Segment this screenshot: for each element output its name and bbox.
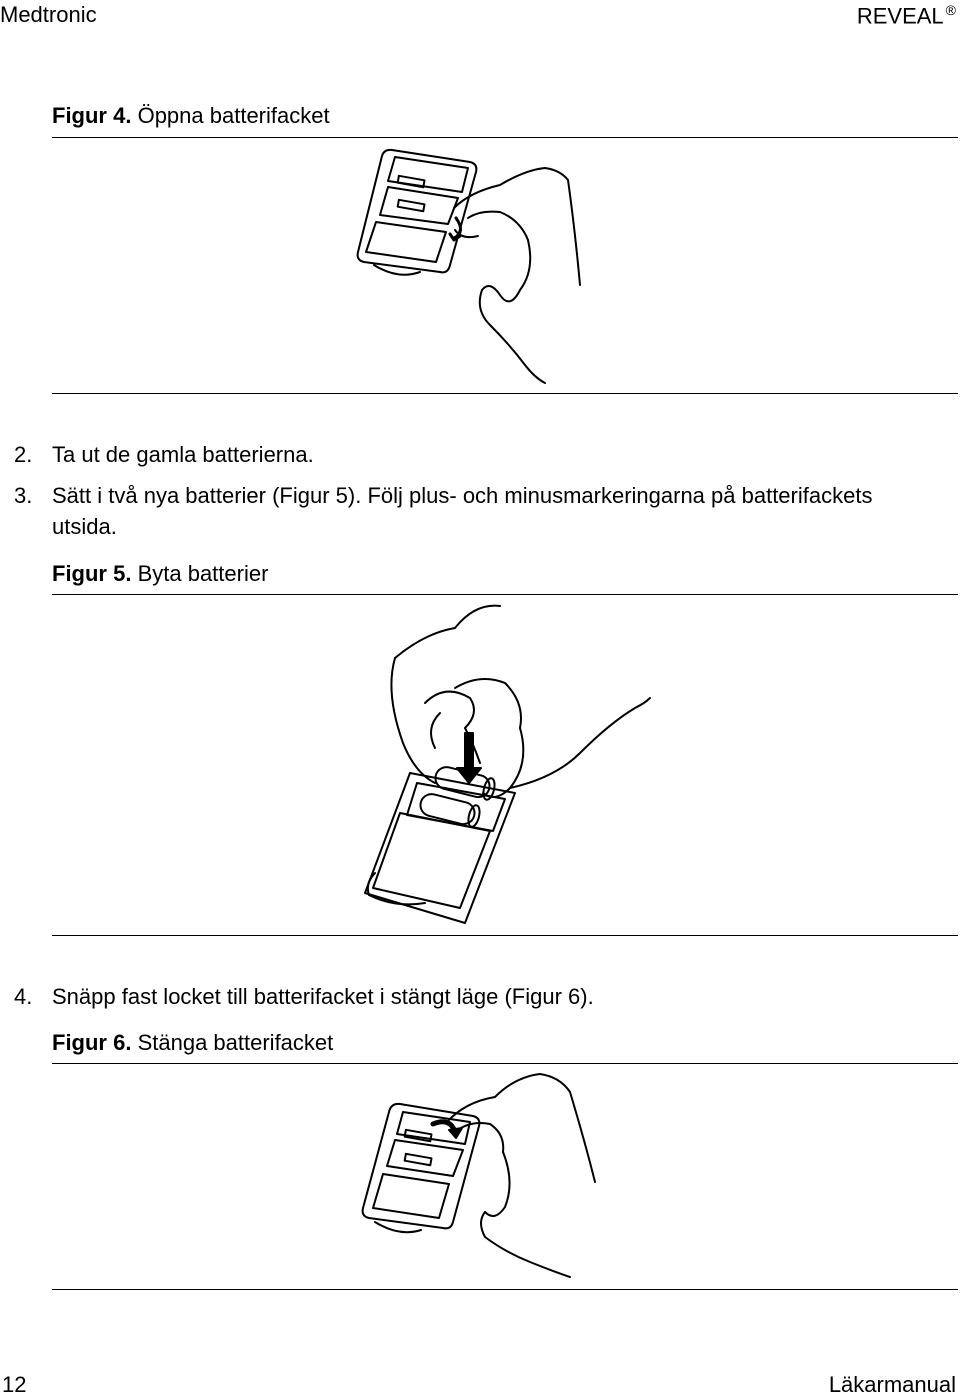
figure6-label: Figur 6. (52, 1030, 132, 1055)
figure5-top-rule (52, 594, 958, 595)
hand-illustration (391, 606, 650, 797)
figure4-bottom-rule (52, 393, 958, 394)
remote-device-illustration (358, 150, 477, 275)
registered-mark: ® (945, 2, 956, 18)
step-4 (14, 984, 594, 1010)
figure6-bottom-rule (52, 1289, 958, 1290)
figure5-label: Figur 5. (52, 561, 132, 586)
figure4-caption (52, 103, 330, 129)
footer-doc-title: Läkarmanual (828, 1372, 956, 1397)
figure4-label: Figur 4. (52, 103, 132, 128)
step-3-continuation: utsida. (52, 514, 117, 539)
rotation-arrow-icon (433, 1122, 462, 1138)
remote-device-illustration (363, 1104, 480, 1232)
figure6-title: Stänga batterifacket (137, 1030, 334, 1055)
figure5-bottom-rule (52, 935, 958, 936)
header-brand: Medtronic (0, 2, 97, 27)
step-3-text: Sätt i två nya batterier (Figur 5). Följ plus- och minusmarkeringarna på batterifackets (52, 483, 873, 508)
figure4-illustration (350, 140, 580, 385)
step-2 (14, 442, 314, 468)
hand-illustration (454, 168, 580, 383)
figure5-illustration (355, 603, 655, 928)
figure6-top-rule (52, 1063, 958, 1064)
step-4-number: 4. (14, 984, 33, 1009)
figure5-title: Byta batterier (137, 561, 269, 586)
header-product-name: REVEAL (856, 3, 944, 29)
step-2-number: 2. (14, 442, 33, 467)
figure6-caption (52, 1030, 333, 1056)
step-3 (14, 483, 872, 509)
figure4-title: Öppna batterifacket (137, 103, 330, 128)
figure6-illustration (355, 1072, 610, 1282)
figure4-top-rule (52, 137, 958, 138)
page-number: 12 (2, 1372, 27, 1397)
rotation-arrow-icon (450, 218, 461, 240)
figure5-caption (52, 561, 268, 587)
step-3-number: 3. (14, 483, 33, 508)
header-product (857, 2, 956, 29)
step-4-text: Snäpp fast locket till batterifacket i stängt läge (Figur 6). (52, 984, 594, 1009)
step-2-text: Ta ut de gamla batterierna. (52, 442, 314, 467)
hand-illustration (447, 1074, 595, 1277)
